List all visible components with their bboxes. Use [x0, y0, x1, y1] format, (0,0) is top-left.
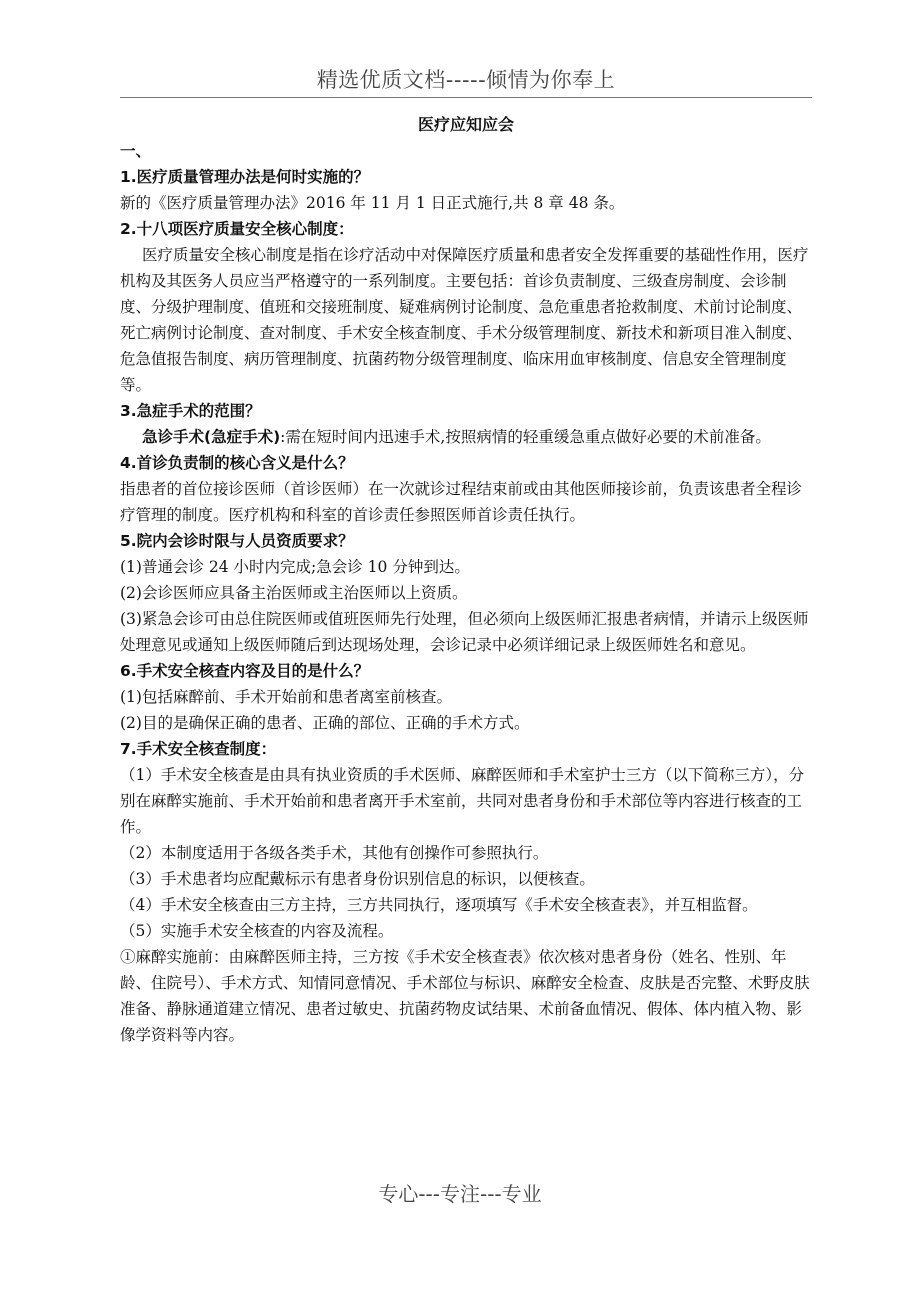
- answer-5-item: (1)普通会诊 24 小时内完成;急会诊 10 分钟到达。: [120, 558, 470, 576]
- answer-2: 医疗质量安全核心制度是指在诊疗活动中对保障医疗质量和患者安全发挥重要的基础性作用，医疗机构及其医务人员应当严格遵守的一系列制度。主要包括：首诊负责制度、三级查房制度、会诊制度、分级护理制度、值班和交接班制度、疑难病例讨论制度、急危重患者抢救制度、术前讨论制度、死亡病例讨论制度、查对制度、手术安全核查制度、手术分级管理制度、新技术和新项目准入制度、危急值报告制度、病历管理制度、抗菌药物分级管理制度、临床用血审核制度、信息安全管理制度等。: [120, 246, 809, 394]
- answer-3: [120, 424, 812, 450]
- answer-5-item: (2)会诊医师应具备主治医师或主治医师以上资质。: [120, 584, 468, 602]
- answer-6-item: (1)包括麻醉前、手术开始前和患者离室前核查。: [120, 688, 452, 706]
- document-body: [120, 112, 812, 1048]
- question-5: 5.院内会诊时限与人员资质要求？: [120, 532, 354, 550]
- answer-7-item: （3）手术患者均应配戴标示有患者身份识别信息的标识，以便核查。: [120, 870, 595, 888]
- answer-3-text: :需在短时间内迅速手术,按照病情的轻重缓急重点做好必要的术前准备。: [280, 428, 771, 446]
- section-number: 一、: [120, 142, 152, 160]
- answer-3-lead: 急诊手术(急症手术): [142, 428, 281, 446]
- question-6: 6.手术安全核查内容及目的是什么？: [120, 662, 370, 680]
- document-title: 医疗应知应会: [417, 115, 514, 134]
- page-header: 精选优质文档-----倾情为你奉上: [316, 68, 616, 92]
- question-1: 1.医疗质量管理办法是何时实施的？: [120, 168, 370, 186]
- question-3: 3.急症手术的范围？: [120, 402, 261, 420]
- question-4: 4.首诊负责制的核心含义是什么？: [120, 454, 354, 472]
- answer-5-item: (3)紧急会诊可由总住院医师或值班医师先行处理，但必须向上级医师汇报患者病情，并请示上级医师处理意见或通知上级医师随后到达现场处理，会诊记录中必须详细记录上级医师姓名和意见。: [120, 610, 809, 654]
- header-divider: [120, 97, 812, 98]
- question-2: 2.十八项医疗质量安全核心制度：: [120, 220, 354, 238]
- answer-1: 新的《医疗质量管理办法》2016 年 11 月 1 日正式施行,共 8 章 48 条。: [120, 194, 625, 212]
- answer-7-item: （1）手术安全核查是由具有执业资质的手术医师、麻醉医师和手术室护士三方（以下简称三方），分别在麻醉实施前、手术开始前和患者离开手术室前，共同对患者身份和手术部位等内容进行核查的工作。: [120, 766, 805, 836]
- question-7: 7.手术安全核查制度：: [120, 740, 277, 758]
- answer-7-item: ①麻醉实施前：由麻醉医师主持，三方按《手术安全核查表》依次核对患者身份（姓名、性别、年龄、住院号）、手术方式、知情同意情况、手术部位与标识、麻醉安全检查、皮肤是否完整、术野皮肤准备、静脉通道建立情况、患者过敏史、抗菌药物皮试结果、术前备血情况、假体、体内植入物、影像学资料等内容。: [120, 948, 810, 1044]
- answer-7-item: （5）实施手术安全核查的内容及流程。: [120, 922, 394, 940]
- answer-6-item: (2)目的是确保正确的患者、正确的部位、正确的手术方式。: [120, 714, 530, 732]
- page-footer: 专心---专注---专业: [378, 1182, 542, 1206]
- answer-4: 指患者的首位接诊医师（首诊医师）在一次就诊过程结束前或由其他医师接诊前，负责该患者全程诊疗管理的制度。医疗机构和科室的首诊责任参照医师首诊责任执行。: [120, 480, 803, 524]
- answer-7-item: （4）手术安全核查由三方主持，三方共同执行，逐项填写《手术安全核查表》，并互相监督。: [120, 896, 758, 914]
- answer-7-item: （2）本制度适用于各级各类手术，其他有创操作可参照执行。: [120, 844, 549, 862]
